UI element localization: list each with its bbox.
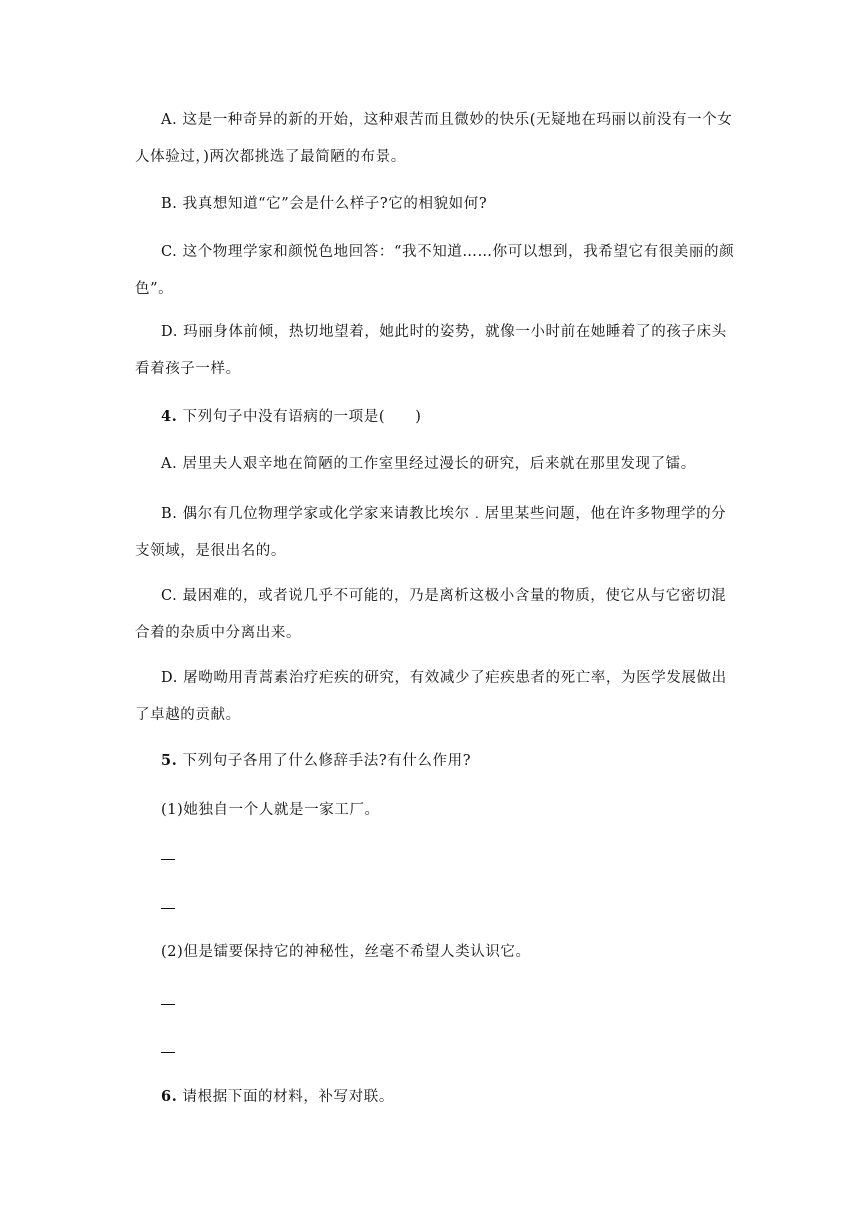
- answer-blank-line[interactable]: [161, 1052, 175, 1053]
- q4-question: [135, 398, 735, 436]
- q6-stem: 请根据下面的材料，补写对联。: [177, 1089, 394, 1105]
- q3-option-a: A. 这是一种奇异的新的开始，这种艰苦而且微妙的快乐(无疑地在玛丽以前没有一个女人体验过，)两次都挑选了最简陋的布景。: [135, 112, 733, 165]
- q3-option-d: D. 玛丽身体前倾，热切地望着，她此时的姿势，就像一小时前在她睡着了的孩子床头看着孩子一样。: [135, 324, 727, 377]
- q4-stem: 下列句子中没有语病的一项是( ): [177, 409, 422, 425]
- q3-option-c: C. 这个物理学家和颜悦色地回答：“我不知道……你可以想到，我希望它有很美丽的颜色”。: [135, 244, 735, 297]
- q5-sentence-2: (2)但是镭要保持它的神秘性，丝毫不希望人类认识它。: [161, 944, 531, 960]
- answer-blank-line[interactable]: [161, 908, 175, 909]
- q5-number: 5.: [161, 752, 178, 769]
- q6-question: [135, 1078, 735, 1116]
- q4-option-b: B. 偶尔有几位物理学家或化学家来请教比埃尔﹒居里某些问题，他在许多物理学的分支领域，是很出名的。: [135, 506, 727, 559]
- q5-stem: 下列句子各用了什么修辞手法?有什么作用?: [177, 753, 472, 769]
- q4-option-c: C. 最困难的，或者说几乎不可能的，乃是离析这极小含量的物质，使它从与它密切混合着的杂质中分离出来。: [135, 588, 727, 641]
- q5-sentence-1: (1)她独自一个人就是一家工厂。: [161, 802, 380, 818]
- q6-number: 6.: [161, 1088, 178, 1105]
- answer-blank-line[interactable]: [161, 859, 175, 860]
- q4-option-a: A. 居里夫人艰辛地在简陋的工作室里经过漫长的研究，后来就在那里发现了镭。: [161, 456, 696, 472]
- q4-number: 4.: [161, 408, 178, 425]
- answer-blank-line[interactable]: [161, 1004, 175, 1005]
- q4-option-d: D. 屠呦呦用青蒿素治疗疟疾的研究，有效减少了疟疾患者的死亡率，为医学发展做出了卓越的贡献。: [135, 670, 727, 723]
- q5-question: [135, 742, 735, 780]
- q3-option-b: B. 我真想知道“它”会是什么样子?它的相貌如何?: [161, 196, 488, 212]
